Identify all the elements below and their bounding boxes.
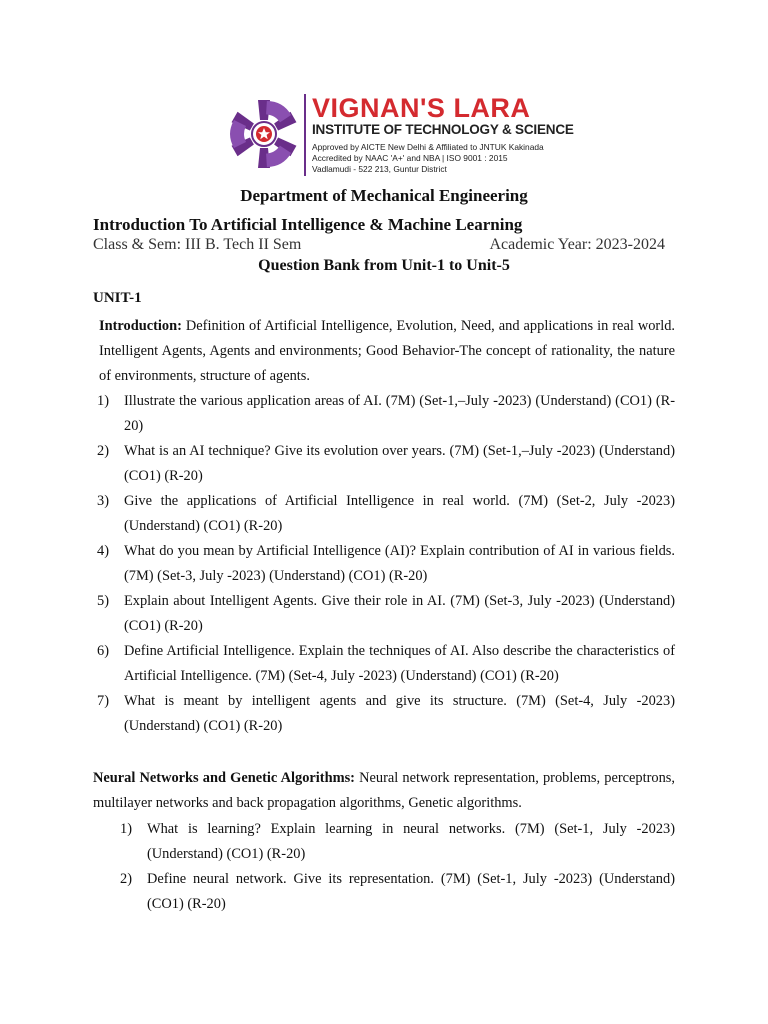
address-line: Vadlamudi - 522 213, Guntur District [312, 164, 447, 174]
question-number: 3) [97, 493, 109, 509]
academic-year: Academic Year: 2023-2024 [489, 236, 665, 253]
question-number: 7) [97, 693, 109, 709]
course-title: Introduction To Artificial Intelligence & Machine Learning [93, 215, 523, 234]
question-text: Explain about Intelligent Agents. Give their role in AI. (7M) (Set-3, July -2023) (Understand) (CO1) (R-20) [124, 593, 675, 634]
institute-subtitle: INSTITUTE OF TECHNOLOGY & SCIENCE [312, 122, 574, 137]
nn-question-list [120, 817, 675, 917]
intro-question-list [97, 389, 675, 739]
question-number: 5) [97, 593, 109, 609]
list-item [120, 817, 675, 867]
question-text: What do you mean by Artificial Intelligence (AI)? Explain contribution of AI in various fields. (7M) (Set-3, July -2023) (Understand) (CO1) (R-20) [124, 543, 675, 584]
department-title: Department of Mechanical Engineering [240, 186, 528, 205]
list-item [120, 867, 675, 917]
list-item [97, 489, 675, 539]
list-item [97, 539, 675, 589]
question-text: Define neural network. Give its representation. (7M) (Set-1, July -2023) (Understand) (CO1) (R-20) [147, 871, 675, 912]
question-text: What is learning? Explain learning in neural networks. (7M) (Set-1, July -2023) (Understand) (CO1) (R-20) [147, 821, 675, 862]
nn-heading: Neural Networks and Genetic Algorithms: [93, 770, 355, 786]
question-number: 2) [120, 871, 132, 887]
nn-paragraph [93, 766, 675, 816]
question-number: 2) [97, 443, 109, 459]
question-number: 6) [97, 643, 109, 659]
question-text: What is meant by intelligent agents and give its structure. (7M) (Set-4, July -2023) (Understand) (CO1) (R-20) [124, 693, 675, 734]
question-text: Define Artificial Intelligence. Explain the techniques of AI. Also describe the characteristics of Artificial Intelligence. (7M) (Set-4, July -2023) (Understand) (CO1) (R-20) [124, 643, 675, 684]
accreditation-line: Accredited by NAAC 'A+' and NBA | ISO 9001 : 2015 [312, 153, 508, 163]
question-text: Illustrate the various application areas of AI. (7M) (Set-1,–July -2023) (Understand) (CO1) (R-20) [124, 393, 675, 434]
list-item [97, 589, 675, 639]
question-text: Give the applications of Artificial Intelligence in real world. (7M) (Set-2, July -2023) (Understand) (CO1) (R-20) [124, 493, 675, 534]
question-number: 1) [97, 393, 109, 409]
nn-text: Neural network representation, problems, perceptrons, multilayer networks and back propagation algorithms, Genetic algorithms. [93, 770, 675, 811]
class-sem: Class & Sem: III B. Tech II Sem [93, 236, 302, 253]
question-bank-title: Question Bank from Unit-1 to Unit-5 [258, 257, 510, 274]
class-line [93, 236, 665, 254]
approval-line: Approved by AICTE New Delhi & Affiliated to JNTUK Kakinada [312, 142, 544, 152]
institute-logo [228, 93, 574, 180]
unit-heading: UNIT-1 [93, 290, 142, 306]
intro-paragraph [99, 314, 675, 389]
intro-text: Definition of Artificial Intelligence, Evolution, Need, and applications in real world. Intelligent Agents, Agents and environments; Good Behavior-The concept of rationality, the nature of environments, structure of agents. [99, 318, 675, 384]
institute-name: VIGNAN'S LARA [312, 93, 531, 123]
institute-emblem-icon [228, 98, 300, 170]
logo-divider [304, 94, 306, 176]
question-text: What is an AI technique? Give its evolution over years. (7M) (Set-1,–July -2023) (Understand) (CO1) (R-20) [124, 443, 675, 484]
list-item [97, 439, 675, 489]
list-item [97, 389, 675, 439]
question-number: 1) [120, 821, 132, 837]
list-item [97, 639, 675, 689]
logo-text-block [312, 93, 574, 175]
question-number: 4) [97, 543, 109, 559]
list-item [97, 689, 675, 739]
intro-heading: Introduction: [99, 318, 182, 334]
